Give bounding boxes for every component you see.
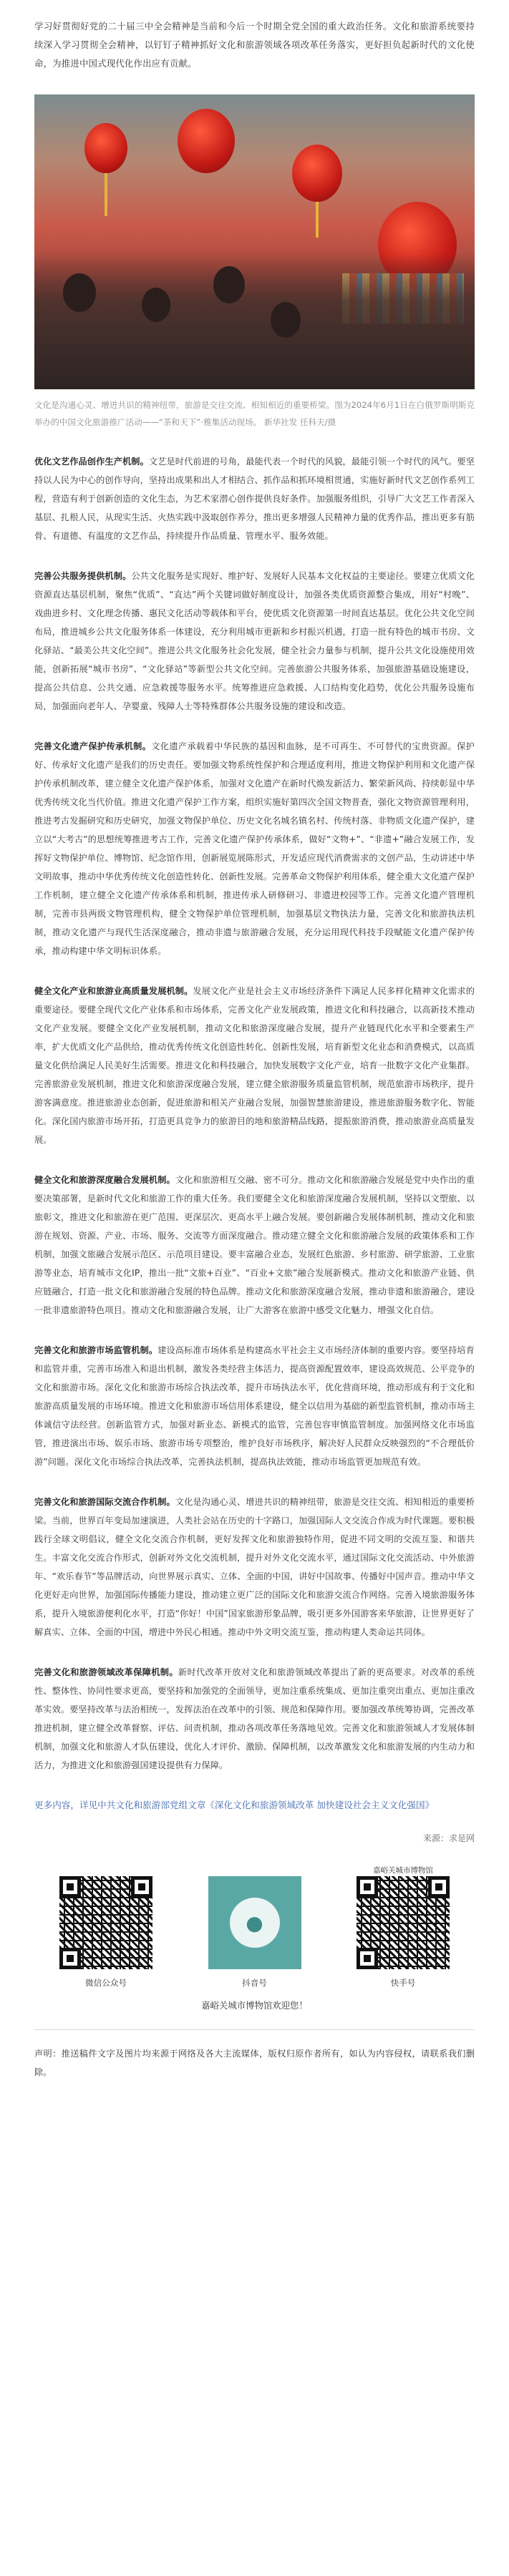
divider xyxy=(34,2029,475,2030)
qr-label-kuaishou: 快手号 xyxy=(390,1978,416,1988)
section-lead: 完善公共服务提供机制。 xyxy=(34,571,132,581)
sections xyxy=(34,452,475,1775)
visitor xyxy=(213,266,245,303)
section-lead: 完善文化遗产保护传承机制。 xyxy=(34,741,152,751)
lantern-icon xyxy=(292,145,342,202)
section-body: 公共文化服务是实现好、维护好、发展好人民基本文化权益的主要途径。要建立优质文化资源直达基层机制，聚焦“优质”、“直达”两个关键词做好制度设计，加强各类优质资源整合集成，用好“村晚”、戏曲进乡村、文化理念传播、惠民文化活动等载体和平台，使优质文化资源第一时间直达基层。优化公共文化空间布局，推进城乡公共文化服务体系一体建设，充分利用城市更新和乡村振兴机遇，打造一批有特色的城市书房、文化驿站、“最美公共文化空间”。推进公共文化服务社会化发展，健全社会力量参与机制，提升公共文化设施使用效能，创新拓展“城市书房”、“文化驿站”等新型公共文化空间。完善旅游公共服务体系，加强旅游基础设施建设，提高公共信息、公共交通、应急救援等服务水平。统筹推进应急救援、人口结构变化趋势，优化公共服务设施布局，加强面向老年人、孕婴童、残障人士等特殊群体公共服务设施的建设和改造。 xyxy=(34,571,475,711)
section-body: 新时代改革开放对文化和旅游领域改革提出了新的更高要求。对改革的系统性、整体性、协同性要求更高，要坚持和加强党的全面领导，更加注重系统集成、更加注重突出重点、更加注重改革实效。要坚持改革与法治相统一，发挥法治在改革中的引领、规范和保障作用。要加强改革统筹协调，完善改革推进机制，建立健全改革督察、评估、问责机制，推动各项改革任务落地见效。完善文化和旅游领域人才发展体制机制，加强文化和旅游人才队伍建设，优化人才评价、激励、保障机制，以改革激发文化和旅游发展的内生动力和活力，为推进文化和旅游强国建设提供有力保障。 xyxy=(34,1667,475,1770)
festival-photo xyxy=(34,94,475,389)
qr-kuaishou xyxy=(346,1865,460,1989)
section-body: 文化和旅游相互交融、密不可分。推动文化和旅游融合发展是党中央作出的重要决策部署，是新时代文化和旅游工作的重大任务。我们要健全文化和旅游深度融合发展机制，坚持以文塑旅、以旅彰文，推进文化和旅游在更广范围、更深层次、更高水平上融合发展。要创新融合发展体制机制，推动文化和旅游在规划、资源、产业、市场、服务、交流等方面深度融合。推动建立健全文化和旅游融合发展的政策体系和工作机制，加强文旅融合发展示范区、示范项目建设。要丰富融合业态，发展红色旅游、乡村旅游、研学旅游、工业旅游等业态，培育城市文化IP，推出一批“文旅+百业”、“百业+文旅”融合发展新模式。推动文化和旅游产业链、供应链融合，打造一批文化和旅游融合发展的特色品牌。推动文化和旅游深度融合发展，推动非遗和旅游融合，建设一批非遗旅游特色项目。推动文化和旅游融合发展，让广大游客在旅游中感受文化魅力、增强文化自信。 xyxy=(34,1175,475,1315)
section-lead: 健全文化和旅游深度融合发展机制。 xyxy=(34,1175,175,1185)
welcome-text: 嘉峪关城市博物馆欢迎您！ xyxy=(201,2000,308,2011)
disclaimer-text: 声明：推送稿件文字及图片均来源于网络及各大主流媒体，版权归原作者所有，如认为内容侵权，请联系我们删除。 xyxy=(34,2049,475,2077)
section-paragraph xyxy=(34,1171,475,1319)
section-body: 发展文化产业是社会主义市场经济条件下满足人民多样化精神文化需求的重要途径。要健全现代文化产业体系和市场体系，完善文化产业发展政策，推进文化和科技融合，以高新技术推动文化产业发展。要健全文化产业发展机制，推动文化和旅游深度融合发展，提升产业链现代化水平和全要素生产率，扩大优质文化产品供给，推动优秀传统文化创造性转化、创新性发展，培育新型文化业态和消费模式，以高质量文化供给满足人民美好生活需要。推进文化和科技融合，加快发展数字文化产业，培育一批数字文化产业集群。完善旅游业发展机制，推进文化和旅游深度融合发展，建立健全旅游服务质量监管机制，规范旅游市场秩序，提升游客满意度。推进旅游业态创新，促进旅游和相关产业融合发展，加强智慧旅游建设，推进旅游服务数字化、智能化。深化国内旅游市场开拓，打造更具竞争力的旅游目的地和旅游精品线路，提振旅游消费，推动旅游业高质量发展。 xyxy=(34,986,475,1145)
visitor xyxy=(271,302,301,338)
section-lead: 健全文化产业和旅游业高质量发展机制。 xyxy=(34,986,193,996)
section-body: 文化是沟通心灵、增进共识的精神纽带，旅游是交往交流、相知相近的重要桥梁。当前，世界百年变局加速演进，人类社会站在历史的十字路口，加强国际人文交流合作成为时代课题。要积极践行全球文明倡议，健全文化交流合作机制，更好发挥文化和旅游独特作用，促进不同文明的交流互鉴、和谐共生。丰富文化交流合作形式，创新对外文化交流机制，提升对外文化交流水平，通过国际文化交流活动、中外旅游年、“欢乐春节”等品牌活动，向世界展示真实、立体、全面的中国，讲好中国故事、传播好中国声音。推动中华文化更好走向世界，加强国际传播能力建设，推动建立更广泛的国际文化和旅游交流合作网络。完善入境旅游服务体系，提升入境旅游便利化水平，打造“你好！中国”国家旅游形象品牌，吸引更多外国游客来华旅游，让世界更好了解真实、立体、全面的中国，增进中外民心相通。推动中外文明交流互鉴，推动构建人类命运共同体。 xyxy=(34,1497,475,1637)
section-paragraph xyxy=(34,982,475,1149)
lantern-icon xyxy=(84,123,127,173)
section-paragraph xyxy=(34,452,475,545)
section-paragraph xyxy=(34,567,475,716)
qr-wechat xyxy=(49,1865,163,1989)
lantern-icon xyxy=(178,109,235,173)
tassel-icon xyxy=(105,173,107,216)
section-paragraph xyxy=(34,737,475,960)
wechat-qr-icon[interactable] xyxy=(59,1876,152,1969)
qr-codes xyxy=(34,1865,475,1989)
qr-top-label: 嘉峪关城市博物馆 xyxy=(373,1866,433,1875)
qr-label-douyin: 抖音号 xyxy=(242,1978,267,1988)
section-lead: 完善文化和旅游国际交流合作机制。 xyxy=(34,1497,175,1507)
tassel-icon xyxy=(316,202,319,238)
qr-label-wechat: 微信公众号 xyxy=(85,1978,127,1988)
photo-caption: 文化是沟通心灵、增进共识的精神纽带，旅游是交往交流、相知相近的重要桥梁。图为2024年6月1日在白俄罗斯明斯克举办的中国文化旅游推广活动——“茶和天下”·雅集活动现场。 新华社发 任科夫/摄 xyxy=(34,400,475,427)
museum-logo-icon: ● xyxy=(230,1898,280,1948)
kuaishou-qr-icon[interactable] xyxy=(357,1876,450,1969)
section-paragraph xyxy=(34,1341,475,1471)
section-lead: 完善文化和旅游市场监管机制。 xyxy=(34,1345,158,1355)
crowd xyxy=(34,253,475,389)
section-body: 文艺是时代前进的号角，最能代表一个时代的风貌，最能引领一个时代的风气。要坚持以人民为中心的创作导向，坚持出成果和出人才相结合、抓作品和抓环境相贯通，实施好新时代文艺创作系列工程，营造有利于创新创造的文化生态，为艺术家潜心创作提供良好条件。加强服务组织，引导广大文艺工作者深入基层、扎根人民，从现实生活、火热实践中汲取创作养分，推出更多增强人民精神力量的优秀作品，推出更多有筋骨、有道德、有温度的文艺作品，持续提升作品质量、管理水平、服务效能。 xyxy=(34,457,475,541)
more-link[interactable]: 更多内容，详见中共文化和旅游部党组文章《深化文化和旅游领域改革 加快建设社会主义文化强国》 xyxy=(34,1800,435,1810)
visitor xyxy=(142,288,170,322)
section-lead: 完善文化和旅游领域改革保障机制。 xyxy=(34,1667,178,1677)
source-text: 来源：求是网 xyxy=(422,1833,475,1843)
section-paragraph xyxy=(34,1493,475,1641)
section-body: 建设高标准市场体系是构建高水平社会主义市场经济体制的重要内容。要坚持培育和监管并重，完善市场准入和退出机制，激发各类经营主体活力，提高资源配置效率，建设高效规范、公平竞争的文化和旅游市场。深化文化和旅游市场综合执法改革，提升市场执法水平，优化营商环境，推动形成有利于文化和旅游高质量发展的市场环境。推进文化和旅游市场信用体系建设，健全以信用为基础的新型监管机制，推动市场主体诚信守法经营。创新监管方式，加强对新业态、新模式的监管，完善包容审慎监管制度。加强网络文化市场监管，推进演出市场、娱乐市场、旅游市场专项整治，维护良好市场秩序，解决好人民群众反映强烈的“不合理低价游”问题。深化文化市场综合执法改革，完善执法机制，提高执法效能，推动市场监管更加规范有效。 xyxy=(34,1345,475,1467)
section-lead: 优化文艺作品创作生产机制。 xyxy=(34,457,149,467)
qr-douyin xyxy=(198,1865,312,1989)
section-paragraph xyxy=(34,1663,475,1775)
douyin-qr-icon[interactable] xyxy=(208,1876,301,1969)
visitor xyxy=(63,273,96,312)
section-body: 文化遗产承载着中华民族的基因和血脉，是不可再生、不可替代的宝贵资源。保护好、传承好文化遗产是我们的历史责任。要加强文物系统性保护和合理适度利用，推进文物保护利用和文化遗产保护传承机制改革，建立健全文化遗产保护体系，加强对文化遗产在新时代焕发新活力、繁荣新风尚、持续彰显中华优秀传统文化当代价值。推进文化遗产保护工作方案，组织实施好第四次全国文物普查，强化文物资源管理利用，推进考古发掘研究和历史研究，加强文物保护单位、历史文化名城名镇名村、传统村落、非物质文化遗产保护，建立以“大考古”的思想统筹推进考古工作，完善文化遗产保护传承体系，做好“文物+”、“非遗+”融合发展工作，发挥好文物保护单位、博物馆、纪念馆作用，创新展览展陈形式，开发适应现代消费需求的文创产品，生动讲述中华文明故事，推动中华优秀传统文化创造性转化、创新性发展。完善革命文物保护利用体系，健全重大文化遗产保护工作机制，建立健全文化遗产传承体系和机制，推进传承人研修研习、非遗进校园等工作。完善文化遗产管理机制，完善市县两级文物管理机构，健全文物保护单位管理机制，加强基层文物执法力量，完善文化和旅游执法机制，推动文化遗产与现代生活深度融合，推动非遗与旅游融合发展，充分运用现代科技手段赋能文化遗产保护传承，推动构建中华文明标识体系。 xyxy=(34,741,475,956)
intro-paragraph: 学习好贯彻好党的二十届三中全会精神是当前和今后一个时期全党全国的重大政治任务。文化和旅游系统要持续深入学习贯彻全会精神，以钉钉子精神抓好文化和旅游领域各项改革任务落实，更好担负起新时代的文化使命，为推进中国式现代化作出应有贡献。 xyxy=(34,21,475,69)
